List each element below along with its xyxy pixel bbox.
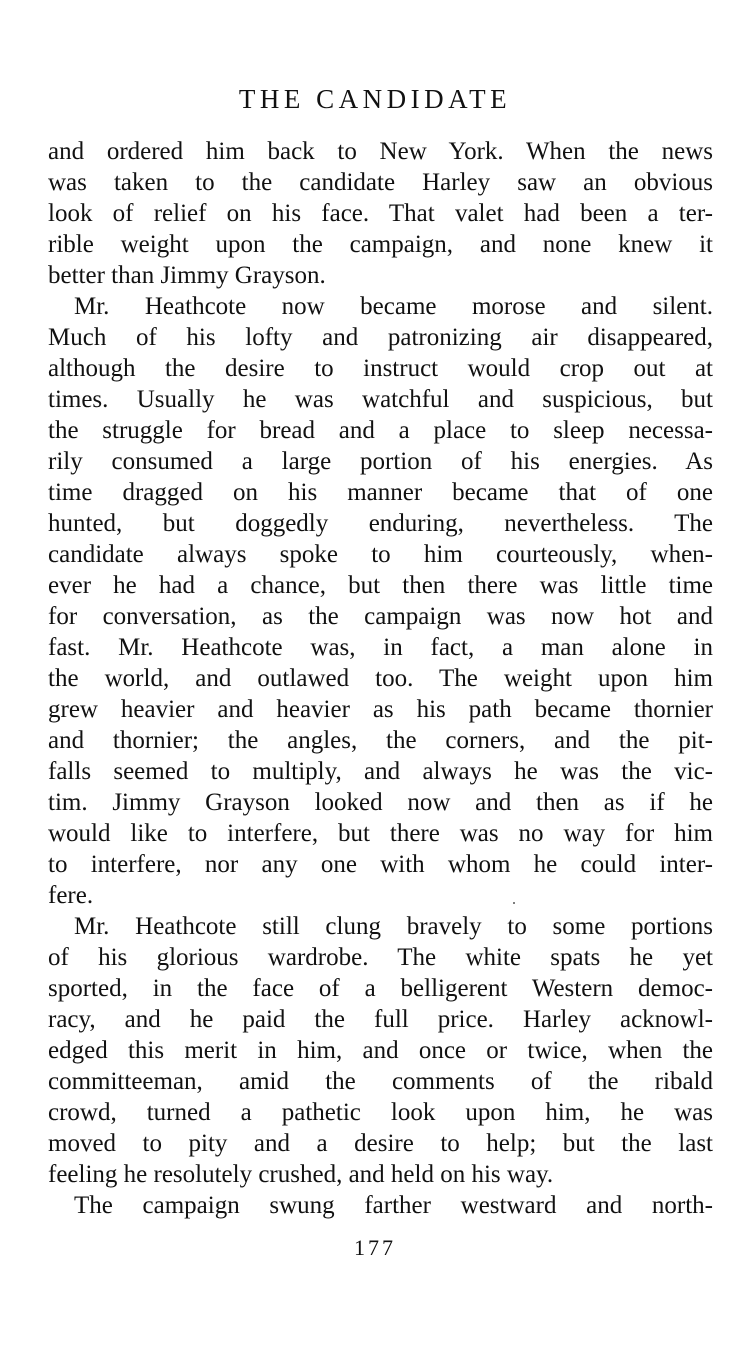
text-line: Mr. Heathcote still clung bravely to some portions (74, 913, 713, 940)
text-line: Much of his lofty and patronizing air disappeared, (48, 324, 713, 351)
running-head: THE CANDIDATE (238, 84, 512, 114)
body-text (48, 136, 713, 1221)
text-line: fast. Mr. Heathcote was, in fact, a man alone in (48, 634, 713, 661)
text-line: and ordered him back to New York. When the news (48, 138, 713, 165)
text-line: to interfere, nor any one with whom he could inter- (48, 851, 713, 878)
text-line: was taken to the candidate Harley saw an obvious (48, 169, 713, 196)
text-line: candidate always spoke to him courteously, when- (48, 541, 713, 568)
text-line: of his glorious wardrobe. The white spats he yet (48, 944, 713, 971)
text-line: the world, and outlawed too. The weight upon him (48, 665, 713, 692)
ink-speck (513, 902, 515, 904)
text-line: racy, and he paid the full price. Harley acknowl- (48, 1006, 713, 1033)
text-line: grew heavier and heavier as his path became thornier (48, 696, 713, 723)
text-line: rily consumed a large portion of his energies. As (48, 448, 713, 475)
text-line: times. Usually he was watchful and suspicious, but (48, 386, 713, 413)
text-line: The campaign swung farther westward and north- (74, 1192, 713, 1219)
text-line: and thornier; the angles, the corners, and the pit- (48, 727, 713, 754)
text-line: although the desire to instruct would crop out at (48, 355, 713, 382)
text-line: fere. (48, 882, 94, 909)
text-line: look of relief on his face. That valet had been a ter- (48, 200, 713, 227)
page-number: 177 (354, 1235, 396, 1260)
text-line: moved to pity and a desire to help; but the last (48, 1130, 713, 1157)
text-line: time dragged on his manner became that of one (48, 479, 713, 506)
text-line: sported, in the face of a belligerent Western democ- (48, 975, 713, 1002)
text-line: for conversation, as the campaign was now hot and (48, 603, 713, 630)
text-line: would like to interfere, but there was no way for him (48, 820, 713, 847)
text-line: hunted, but doggedly enduring, nevertheless. The (48, 510, 713, 537)
text-line: falls seemed to multiply, and always he was the vic- (48, 758, 713, 785)
text-line: committeeman, amid the comments of the ribald (48, 1068, 713, 1095)
text-line: feeling he resolutely crushed, and held on his way. (48, 1161, 554, 1188)
text-line: tim. Jimmy Grayson looked now and then as if he (48, 789, 713, 816)
text-line: crowd, turned a pathetic look upon him, he was (48, 1099, 713, 1126)
text-line: the struggle for bread and a place to sleep necessa- (48, 417, 713, 444)
text-line: Mr. Heathcote now became morose and silent. (74, 293, 713, 320)
text-line: ever he had a chance, but then there was little time (48, 572, 713, 599)
text-line: edged this merit in him, and once or twice, when the (48, 1037, 713, 1064)
text-line: better than Jimmy Grayson. (48, 262, 326, 289)
text-line: rible weight upon the campaign, and none knew it (48, 231, 713, 258)
